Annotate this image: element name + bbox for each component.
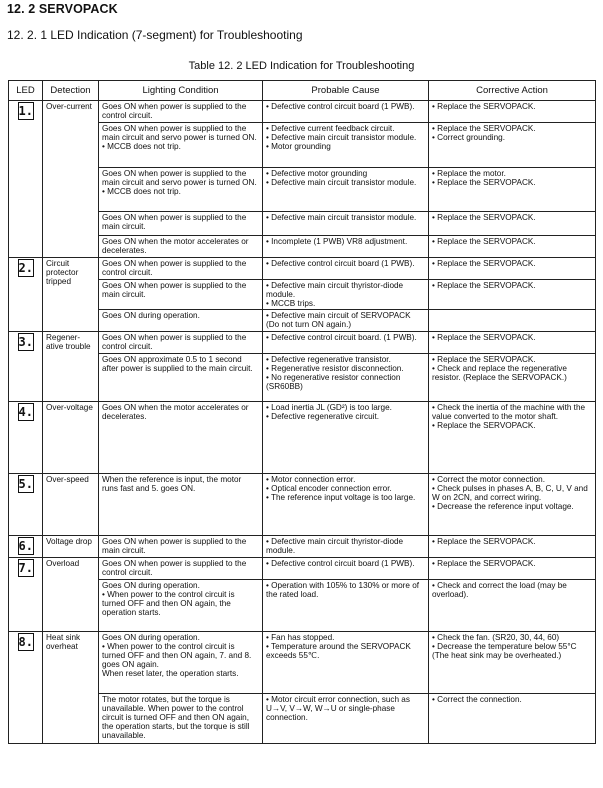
probable-cause-item: • Optical encoder connection error. xyxy=(266,484,425,493)
condition-line: The motor rotates, but the torque is unavailable. When power to the control circuit is turned OFF and then ON again, the operation starts, but the torque is still unavailable. xyxy=(102,695,250,740)
condition-line: Goes ON during operation. xyxy=(102,311,200,320)
probable-cause-item: • Defective motor grounding xyxy=(266,169,425,178)
corrective-action-item: • Replace the SERVOPACK. xyxy=(432,237,592,246)
probable-cause-item: • Defective regenerative circuit. xyxy=(266,412,425,421)
corrective-action-cell xyxy=(429,402,596,474)
probable-cause-cell xyxy=(263,168,429,212)
lighting-condition-cell xyxy=(99,168,263,212)
probable-cause-cell xyxy=(263,354,429,402)
probable-cause-cell xyxy=(263,212,429,236)
lighting-condition-cell xyxy=(99,354,263,402)
probable-cause-item: • MCCB trips. xyxy=(266,299,425,308)
probable-cause-item: • Defective current feedback circuit. xyxy=(266,124,425,133)
probable-cause-cell xyxy=(263,332,429,354)
led-indicator-cell xyxy=(9,101,43,258)
led-indicator-cell xyxy=(9,258,43,332)
probable-cause-cell xyxy=(263,402,429,474)
corrective-action-item: • Check the fan. (SR20, 30, 44, 60) xyxy=(432,633,592,642)
corrective-action-item: • Replace the SERVOPACK. xyxy=(432,213,592,222)
corrective-action-item: • Replace the SERVOPACK. xyxy=(432,102,592,111)
corrective-action-item: • Correct the connection. xyxy=(432,695,592,704)
probable-cause-item: • Regenerative resistor disconnection. xyxy=(266,364,425,373)
subsection-heading: 12. 2. 1 LED Indication (7-segment) for Troubleshooting xyxy=(7,28,303,42)
probable-cause-item: • Operation with 105% to 130% or more of the rated load. xyxy=(266,581,425,599)
probable-cause-cell xyxy=(263,558,429,580)
table-row xyxy=(9,536,596,558)
probable-cause-cell xyxy=(263,474,429,536)
led-indicator-cell xyxy=(9,632,43,744)
corrective-action-item: • Correct grounding. xyxy=(432,133,592,142)
corrective-action-item: • Replace the motor. xyxy=(432,169,592,178)
corrective-action-item: • Check and correct the load (may be overload). xyxy=(432,581,592,599)
condition-line: Goes ON when power is supplied to the control circuit. xyxy=(102,102,247,120)
probable-cause-item: • Defective control circuit board (1 PWB). xyxy=(266,259,425,268)
condition-line: • When power to the control circuit is turned OFF and then ON again, the operation starts. xyxy=(102,590,235,617)
corrective-action-item: • Replace the SERVOPACK. xyxy=(432,421,592,430)
condition-line: Goes ON when power is supplied to the control circuit. xyxy=(102,259,247,277)
corrective-action-cell xyxy=(429,354,596,402)
probable-cause-item: • Defective control circuit board (1 PWB). xyxy=(266,559,425,568)
corrective-action-cell xyxy=(429,310,596,332)
condition-line: When reset later, the operation starts. xyxy=(102,669,239,678)
detection-cell: Overload xyxy=(43,558,99,632)
lighting-condition-cell xyxy=(99,280,263,310)
corrective-action-item: • Decrease the reference input voltage. xyxy=(432,502,592,511)
probable-cause-cell xyxy=(263,632,429,694)
condition-line: Goes ON when power is supplied to the control circuit. xyxy=(102,559,247,577)
probable-cause-item: • The reference input voltage is too large. xyxy=(266,493,425,502)
lighting-condition-cell xyxy=(99,694,263,744)
condition-line: Goes ON when the motor accelerates or decelerates. xyxy=(102,237,249,255)
corrective-action-cell xyxy=(429,280,596,310)
seven-segment-display: 1. xyxy=(18,104,33,118)
probable-cause-cell xyxy=(263,536,429,558)
condition-line: Goes ON when power is supplied to the main circuit. xyxy=(102,213,247,231)
condition-line: Goes ON when power is supplied to the control circuit. xyxy=(102,333,247,351)
probable-cause-item: • Defective regenerative transistor. xyxy=(266,355,425,364)
probable-cause-item: • Incomplete (1 PWB) VR8 adjustment. xyxy=(266,237,425,246)
lighting-condition-cell xyxy=(99,101,263,123)
probable-cause-item: • Defective control circuit board. (1 PWB). xyxy=(266,333,425,342)
corrective-action-cell xyxy=(429,168,596,212)
header-corrective-action: Corrective Action xyxy=(429,81,596,101)
condition-line: Goes ON during operation. xyxy=(102,633,200,642)
probable-cause-cell xyxy=(263,310,429,332)
led-indicator-cell xyxy=(9,402,43,474)
condition-line: • MCCB does not trip. xyxy=(102,187,181,196)
probable-cause-item: • Defective main circuit transistor module. xyxy=(266,178,425,187)
lighting-condition-cell xyxy=(99,536,263,558)
probable-cause-cell xyxy=(263,580,429,632)
condition-line: • MCCB does not trip. xyxy=(102,142,181,151)
probable-cause-item: • Temperature around the SERVOPACK exceeds 55℃. xyxy=(266,642,425,660)
table-header-row xyxy=(9,81,596,101)
corrective-action-cell xyxy=(429,236,596,258)
corrective-action-item: • Check the inertia of the machine with the value converted to the motor shaft. xyxy=(432,403,592,421)
corrective-action-cell xyxy=(429,123,596,168)
probable-cause-item: • Defective main circuit thyristor-diode module. xyxy=(266,537,425,555)
lighting-condition-cell xyxy=(99,212,263,236)
lighting-condition-cell xyxy=(99,580,263,632)
detection-cell: Over-current xyxy=(43,101,99,258)
corrective-action-item: • Decrease the temperature below 55°C (The heat sink may be overheated.) xyxy=(432,642,592,660)
probable-cause-item: • Defective control circuit board (1 PWB). xyxy=(266,102,425,111)
detection-cell: Circuit protector tripped xyxy=(43,258,99,332)
table-row xyxy=(9,332,596,354)
probable-cause-item: • Motor circuit error connection, such as U→V, V→W, W→U or single-phase connection. xyxy=(266,695,425,722)
corrective-action-cell xyxy=(429,536,596,558)
probable-cause-item: • Motor connection error. xyxy=(266,475,425,484)
condition-line: Goes ON approximate 0.5 to 1 second after power is supplied to the main circuit. xyxy=(102,355,253,373)
corrective-action-cell xyxy=(429,580,596,632)
seven-segment-display: 6. xyxy=(18,539,33,553)
corrective-action-cell xyxy=(429,258,596,280)
corrective-action-item: • Replace the SERVOPACK. xyxy=(432,124,592,133)
detection-cell: Voltage drop xyxy=(43,536,99,558)
corrective-action-cell xyxy=(429,558,596,580)
lighting-condition-cell xyxy=(99,558,263,580)
probable-cause-cell xyxy=(263,236,429,258)
led-indicator-cell xyxy=(9,536,43,558)
lighting-condition-cell xyxy=(99,236,263,258)
condition-line: Goes ON when power is supplied to the main circuit and servo power is turned ON. xyxy=(102,169,257,187)
led-indicator-cell xyxy=(9,558,43,632)
lighting-condition-cell xyxy=(99,310,263,332)
corrective-action-cell xyxy=(429,101,596,123)
lighting-condition-cell xyxy=(99,632,263,694)
condition-line: Goes ON when power is supplied to the main circuit and servo power is turned ON. xyxy=(102,124,257,142)
probable-cause-item: • Defective main circuit thyristor-diode module. xyxy=(266,281,425,299)
corrective-action-cell xyxy=(429,694,596,744)
detection-cell: Regener-ative trouble xyxy=(43,332,99,402)
condition-line: Goes ON when the motor accelerates or decelerates. xyxy=(102,403,249,421)
probable-cause-item: • Motor grounding xyxy=(266,142,425,151)
detection-cell: Over-speed xyxy=(43,474,99,536)
table-row xyxy=(9,101,596,123)
seven-segment-display: 7. xyxy=(18,561,33,575)
probable-cause-cell xyxy=(263,280,429,310)
table-row xyxy=(9,632,596,694)
probable-cause-cell xyxy=(263,101,429,123)
corrective-action-item: • Replace the SERVOPACK. xyxy=(432,537,592,546)
probable-cause-cell xyxy=(263,258,429,280)
corrective-action-item: • Replace the SERVOPACK. xyxy=(432,355,592,364)
section-heading: 12. 2 SERVOPACK xyxy=(7,2,118,16)
probable-cause-item: • Defective main circuit of SERVOPACK (Do not turn ON again.) xyxy=(266,311,425,329)
table-caption: Table 12. 2 LED Indication for Troubleshooting xyxy=(188,60,415,72)
probable-cause-item: • No regenerative resistor connection (SR60BB) xyxy=(266,373,425,391)
seven-segment-display: 2. xyxy=(18,261,33,275)
lighting-condition-cell xyxy=(99,123,263,168)
seven-segment-display: 8. xyxy=(18,635,33,649)
detection-cell: Over-voltage xyxy=(43,402,99,474)
corrective-action-item: • Correct the motor connection. xyxy=(432,475,592,484)
condition-line: When the reference is input, the motor runs fast and 5. goes ON. xyxy=(102,475,242,493)
condition-line: Goes ON when power is supplied to the main circuit. xyxy=(102,281,247,299)
corrective-action-item: • Replace the SERVOPACK. xyxy=(432,559,592,568)
condition-line: • When power to the control circuit is turned OFF and then ON again, 7. and 8. goes ON again. xyxy=(102,642,252,669)
lighting-condition-cell xyxy=(99,402,263,474)
corrective-action-item: • Check and replace the regenerative resistor. (Replace the SERVOPACK.) xyxy=(432,364,592,382)
header-lighting-condition: Lighting Condition xyxy=(99,81,263,101)
seven-segment-display: 4. xyxy=(18,405,33,419)
corrective-action-item: • Replace the SERVOPACK. xyxy=(432,178,592,187)
probable-cause-item: • Load inertia JL (GD²) is too large. xyxy=(266,403,425,412)
table-row xyxy=(9,258,596,280)
probable-cause-item: • Defective main circuit transistor module. xyxy=(266,213,425,222)
condition-line: Goes ON when power is supplied to the main circuit. xyxy=(102,537,247,555)
corrective-action-item: • Check pulses in phases A, B, C, U, V and W on 2CN, and correct wiring. xyxy=(432,484,592,502)
detection-cell: Heat sink overheat xyxy=(43,632,99,744)
header-probable-cause: Probable Cause xyxy=(263,81,429,101)
probable-cause-cell xyxy=(263,694,429,744)
troubleshooting-table xyxy=(8,80,596,744)
probable-cause-item: • Fan has stopped. xyxy=(266,633,425,642)
corrective-action-item: • Replace the SERVOPACK. xyxy=(432,259,592,268)
header-led: LED xyxy=(9,81,43,101)
led-indicator-cell xyxy=(9,474,43,536)
corrective-action-cell xyxy=(429,632,596,694)
condition-line: Goes ON during operation. xyxy=(102,581,200,590)
corrective-action-cell xyxy=(429,332,596,354)
probable-cause-item: • Defective main circuit transistor module. xyxy=(266,133,425,142)
corrective-action-item: • Replace the SERVOPACK. xyxy=(432,281,592,290)
table-row xyxy=(9,402,596,474)
led-indicator-cell xyxy=(9,332,43,402)
seven-segment-display: 5. xyxy=(18,477,33,491)
table-row xyxy=(9,474,596,536)
corrective-action-cell xyxy=(429,474,596,536)
table-row xyxy=(9,558,596,580)
lighting-condition-cell xyxy=(99,474,263,536)
lighting-condition-cell xyxy=(99,258,263,280)
probable-cause-cell xyxy=(263,123,429,168)
corrective-action-item: • Replace the SERVOPACK. xyxy=(432,333,592,342)
header-detection: Detection xyxy=(43,81,99,101)
seven-segment-display: 3. xyxy=(18,335,33,349)
corrective-action-cell xyxy=(429,212,596,236)
lighting-condition-cell xyxy=(99,332,263,354)
